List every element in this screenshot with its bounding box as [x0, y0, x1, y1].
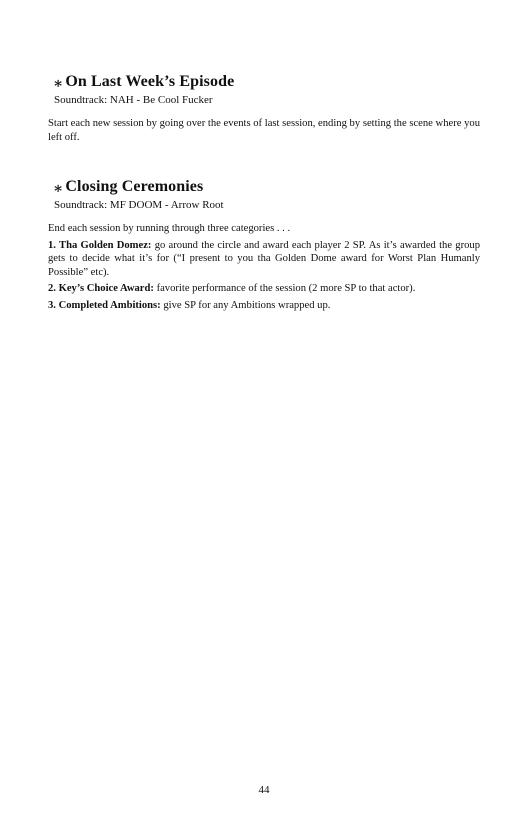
section-body: [48, 222, 480, 313]
section-body: [48, 117, 480, 144]
soundtrack-line: Soundtrack: MF DOOM - Arrow Root: [54, 199, 224, 211]
asterisk-icon: ∗: [53, 76, 64, 92]
item-label: 1. Tha Golden Domez:: [48, 239, 152, 251]
asterisk-icon: ∗: [53, 181, 64, 197]
list-item: [48, 239, 480, 280]
item-text: favorite performance of the session (2 more SP to that actor).: [156, 283, 416, 295]
intro-paragraph: End each session by running through three categories . . .: [48, 223, 291, 234]
soundtrack-line: Soundtrack: NAH - Be Cool Fucker: [54, 94, 213, 106]
list-item: [48, 282, 480, 296]
item-text: go around the circle and award each player 2 SP. As it’s awarded the group gets to decide what it’s for (“I present to you tha Golden Dome award for Worst Plan Humanly Possible” etc).: [48, 239, 480, 278]
list-item: [48, 299, 480, 313]
paragraph: Start each new session by going over the events of last session, ending by setting the scene where you left off.: [48, 118, 480, 143]
section-title: On Last Week’s Episode: [65, 73, 235, 90]
page-number: 44: [258, 784, 270, 796]
section-heading: [53, 72, 480, 91]
section-heading: [53, 177, 480, 196]
section-last-weeks-episode: [48, 72, 480, 147]
section-closing-ceremonies: [48, 177, 480, 316]
item-text: give SP for any Ambitions wrapped up.: [163, 299, 331, 311]
section-title: Closing Ceremonies: [65, 178, 204, 195]
item-label: 2. Key’s Choice Award:: [48, 283, 154, 295]
item-label: 3. Completed Ambitions:: [48, 299, 161, 311]
